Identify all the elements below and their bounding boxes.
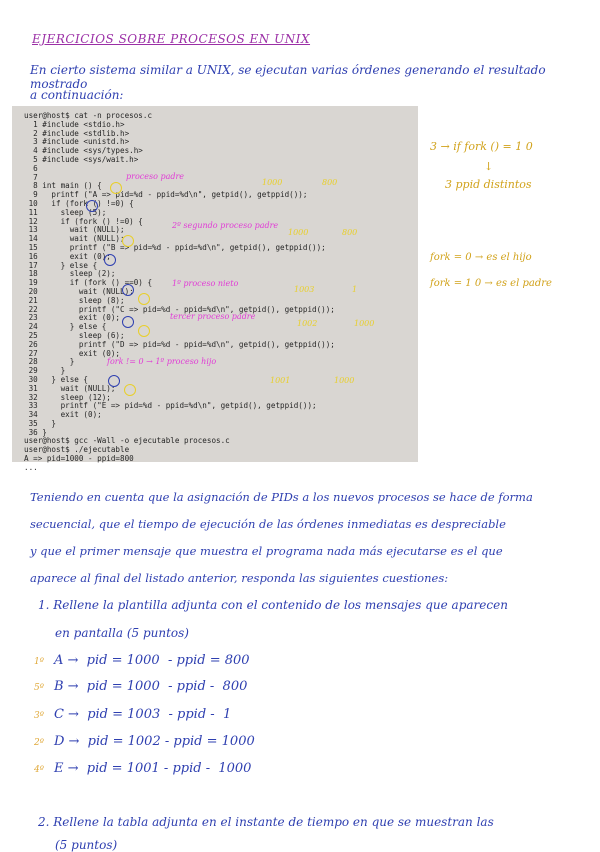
- annotation-1001: 1001: [270, 376, 291, 385]
- exercise-paragraph: [30, 490, 590, 598]
- highlight-circle-c: [138, 293, 150, 305]
- highlight-circle-d: [138, 325, 150, 337]
- answer-line: [34, 734, 255, 749]
- intro-text-line-1: En cierto sistema similar a UNIX, se ejecutan varias órdenes generando el resultado mostrado: [30, 63, 546, 91]
- answer-text: C → pid = 1003 - ppid - 1: [53, 707, 232, 722]
- answer-order: 2º: [34, 738, 44, 748]
- annotation-primer-proceso-nieto: 1º proceso nieto: [172, 279, 239, 288]
- annotation-proceso-padre: proceso padre: [126, 172, 185, 181]
- answer-line: [34, 653, 250, 668]
- annotation-segundo-proceso-padre: 2º segundo proceso padre: [172, 221, 279, 230]
- highlight-circle-a: [110, 182, 122, 194]
- side-note-1: 3 → if fork () = 1 0: [430, 140, 533, 153]
- annotation-800-a: 800: [322, 178, 338, 187]
- question-1-line-2: en pantalla (5 puntos): [55, 626, 189, 640]
- answer-text: D → pid = 1002 - ppid = 1000: [53, 734, 255, 749]
- code-listing: user@host$ cat -n procesos.c 1 #include <stdio.h> 2 #include <stdlib.h> 3 #include <unistd.h> 4 #include <sys/types.h> 5 #include <sys/wait.h> 6 7 8 int main () { 9 printf ("A => pid=%d - ppid=%d\n", getpid(), getppid()); 10 if (fork () !=0) { 11 sleep (5); 12 if (fork () !=0) { 13 wait (NULL); 14 wait (NULL); 15 printf ("B => pid=%d - ppid=%d\n", getpid(), getppid()); 16 exit (0); 17 } else { 18 sleep (2); 19 if (fork () ==0) { 20 wait (NULL); 21 sleep (8); 22 printf ("C => pid=%d - ppid=%d\n", getpid(), getppid()); 23 exit (0); 24 } else { 25 sleep (6); 26 printf ("D => pid=%d - ppid=%d\n", getpid(), getppid()); 27 exit (0); 28 } 29 } 30 } else { 31 wait (NULL); 32 sleep (12); 33 printf ("E => pid=%d - ppid=%d\n", getpid(), getppid()); 34 exit (0); 35 } 36 } user@host$ gcc -Wall -o ejecutable procesos.c user@host$ ./ejecutable A => pid=1000 - ppid=800 ...: [24, 111, 335, 472]
- annotation-fork-proceso-hijo: fork != 0 → 1º proceso hijo: [107, 357, 217, 366]
- answer-text: E → pid = 1001 - ppid - 1000: [53, 761, 252, 776]
- question-2-line-2: (5 puntos): [55, 838, 118, 852]
- answer-line: [34, 707, 231, 722]
- annotation-1000-d: 1000: [334, 376, 355, 385]
- answer-text: A → pid = 1000 - ppid = 800: [53, 653, 250, 668]
- question-1-line-1: 1. Rellene la plantilla adjunta con el contenido de los mensajes que aparecen: [38, 598, 508, 612]
- highlight-circle-e: [124, 384, 136, 396]
- highlight-circle-sleep-5: [86, 200, 98, 212]
- annotation-800-b: 800: [342, 228, 358, 237]
- side-note-arrow: ↓: [484, 160, 494, 173]
- annotation-1: 1: [352, 285, 358, 294]
- answer-line: [34, 761, 251, 776]
- answer-order: 3º: [34, 711, 44, 721]
- highlight-circle-b: [122, 235, 134, 247]
- annotation-1000-c: 1000: [354, 319, 375, 328]
- answer-order: 1º: [34, 657, 44, 667]
- annotation-1000-b: 1000: [288, 228, 309, 237]
- paragraph-line: aparece al final del listado anterior, responda las siguientes cuestiones:: [30, 571, 449, 585]
- side-note-2: 3 ppid distintos: [445, 178, 532, 191]
- highlight-circle-sleep-12: [108, 375, 120, 387]
- paragraph-line: y que el primer mensaje que muestra el programa nada más ejecutarse es el que: [30, 544, 503, 558]
- side-note-4: fork = 1 0 → es el padre: [430, 278, 552, 289]
- answer-order: 5º: [34, 683, 44, 693]
- answer-line: [34, 679, 247, 694]
- highlight-circle-sleep-2: [104, 254, 116, 266]
- document-title: EJERCICIOS SOBRE PROCESOS EN UNIX: [32, 32, 311, 46]
- highlight-circle-sleep-8: [122, 284, 134, 296]
- annotation-1003: 1003: [294, 285, 315, 294]
- code-photo: [12, 106, 418, 472]
- annotation-1000-a: 1000: [262, 178, 283, 187]
- paragraph-line: secuencial, que el tiempo de ejecución de las órdenes inmediatas es despreciable: [30, 517, 506, 531]
- annotation-tercer-proceso-padre: tercer proceso padre: [170, 312, 256, 321]
- intro-text-line-2: a continuación:: [30, 88, 124, 102]
- side-note-3: fork = 0 → es el hijo: [430, 252, 532, 263]
- question-2-line-1: 2. Rellene la tabla adjunta en el instante de tiempo en que se muestran las: [38, 815, 494, 829]
- answer-order: 4º: [34, 765, 44, 775]
- highlight-circle-sleep-6: [122, 316, 134, 328]
- paragraph-line: Teniendo en cuenta que la asignación de PIDs a los nuevos procesos se hace de forma: [30, 490, 533, 504]
- answer-text: B → pid = 1000 - ppid - 800: [53, 679, 248, 694]
- annotation-1002: 1002: [297, 319, 318, 328]
